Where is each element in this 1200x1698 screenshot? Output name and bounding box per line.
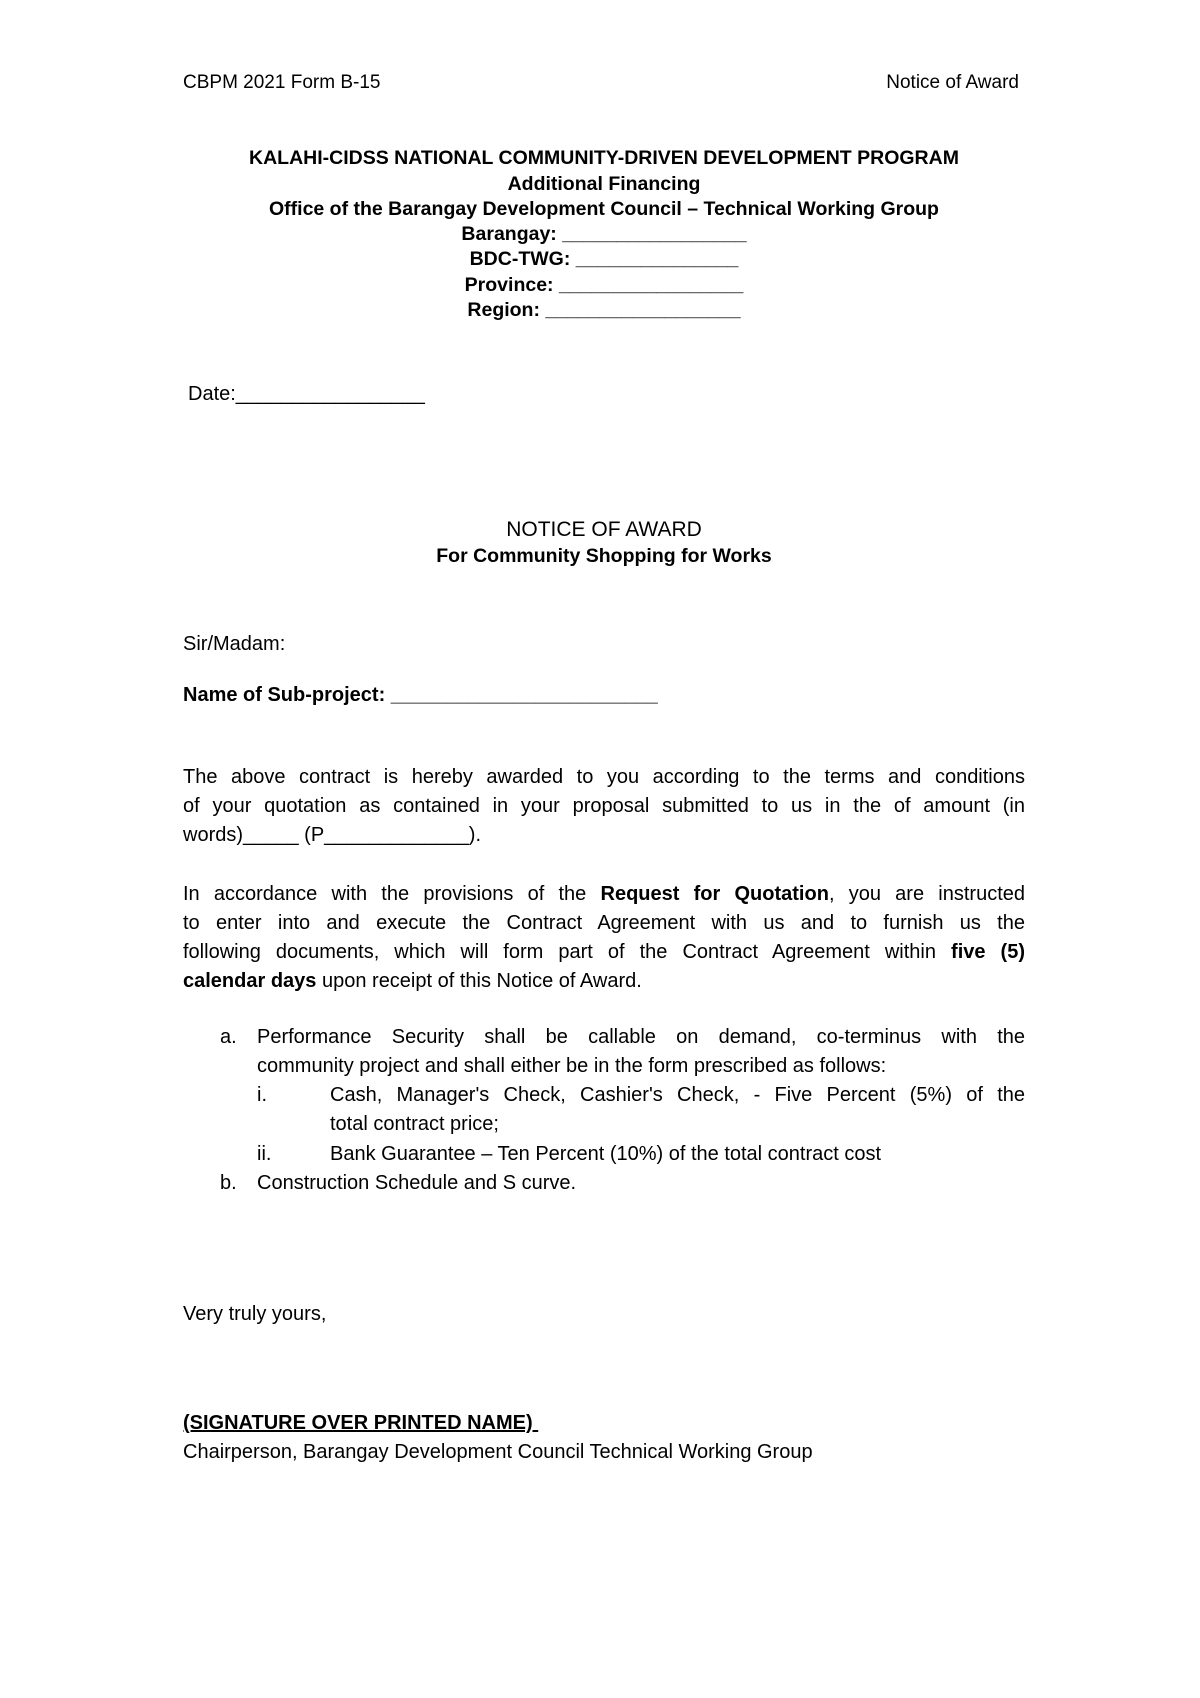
item-ii-marker: ii. (257, 1143, 272, 1165)
program-name: KALAHI-CIDSS NATIONAL COMMUNITY-DRIVEN DEVELOPMENT PROGRAM (249, 147, 959, 169)
instruction-line-1 (183, 880, 1025, 909)
notice-subtitle: For Community Shopping for Works (436, 545, 772, 567)
office-line: Office of the Barangay Development Council – Technical Working Group (269, 198, 939, 220)
barangay-field: Barangay: _________________ (461, 223, 747, 245)
notice-title: NOTICE OF AWARD (506, 518, 702, 541)
region-field: Region: __________________ (467, 299, 741, 321)
province-field: Province: _________________ (464, 274, 744, 296)
award-paragraph-line-3: words)_____ (P_____________). (183, 824, 481, 846)
item-i-line-2: total contract price; (330, 1113, 499, 1135)
instruction-line-4 (183, 967, 1025, 996)
closing: Very truly yours, (183, 1303, 327, 1325)
form-code: CBPM 2021 Form B-15 (183, 72, 381, 93)
request-for-quotation-term: Request for Quotation (600, 883, 829, 905)
instruction-line-3 (183, 938, 1025, 967)
signature-placeholder: (SIGNATURE OVER PRINTED NAME) (183, 1412, 539, 1434)
financing-line: Additional Financing (507, 173, 701, 195)
item-b-marker: b. (220, 1172, 237, 1194)
instruction-text-2: , you are instructed (828, 883, 1026, 905)
date-field: Date:_________________ (188, 383, 425, 405)
instruction-line-2: to enter into and execute the Contract Agreement with us and to furnish us the (183, 912, 1025, 934)
salutation: Sir/Madam: (183, 633, 286, 655)
item-b-line-1: Construction Schedule and S curve. (257, 1172, 577, 1194)
item-a-line-2: community project and shall either be in the form prescribed as follows: (257, 1055, 887, 1077)
instruction-text-4: upon receipt of this Notice of Award. (316, 970, 642, 992)
instruction-text-1: In accordance with the provisions of the (183, 883, 601, 905)
item-ii-line-1: Bank Guarantee – Ten Percent (10%) of the total contract cost (330, 1143, 882, 1165)
item-i-marker: i. (257, 1084, 267, 1106)
calendar-days-term: calendar days (183, 970, 317, 992)
bdc-twg-field: BDC-TWG: _______________ (469, 248, 739, 270)
award-paragraph-line-1: The above contract is hereby awarded to you according to the terms and conditions (183, 766, 1025, 788)
item-a-line-1: Performance Security shall be callable on demand, co-terminus with the (257, 1026, 1025, 1048)
subproject-field: Name of Sub-project: ________________________ (183, 684, 658, 706)
instruction-paragraph (183, 880, 1025, 996)
instruction-text-3: following documents, which will form part of the Contract Agreement within (183, 941, 952, 963)
deadline-days-term: five (5) (951, 941, 1026, 963)
item-i-line-1: Cash, Manager's Check, Cashier's Check, - Five Percent (5%) of the (330, 1084, 1025, 1106)
award-paragraph (183, 763, 1025, 850)
award-paragraph-line-2: of your quotation as contained in your proposal submitted to us in the of amount (in (183, 795, 1025, 817)
form-title: Notice of Award (886, 72, 1019, 93)
item-a-marker: a. (220, 1026, 237, 1048)
signatory-designation: Chairperson, Barangay Development Council Technical Working Group (183, 1441, 813, 1463)
